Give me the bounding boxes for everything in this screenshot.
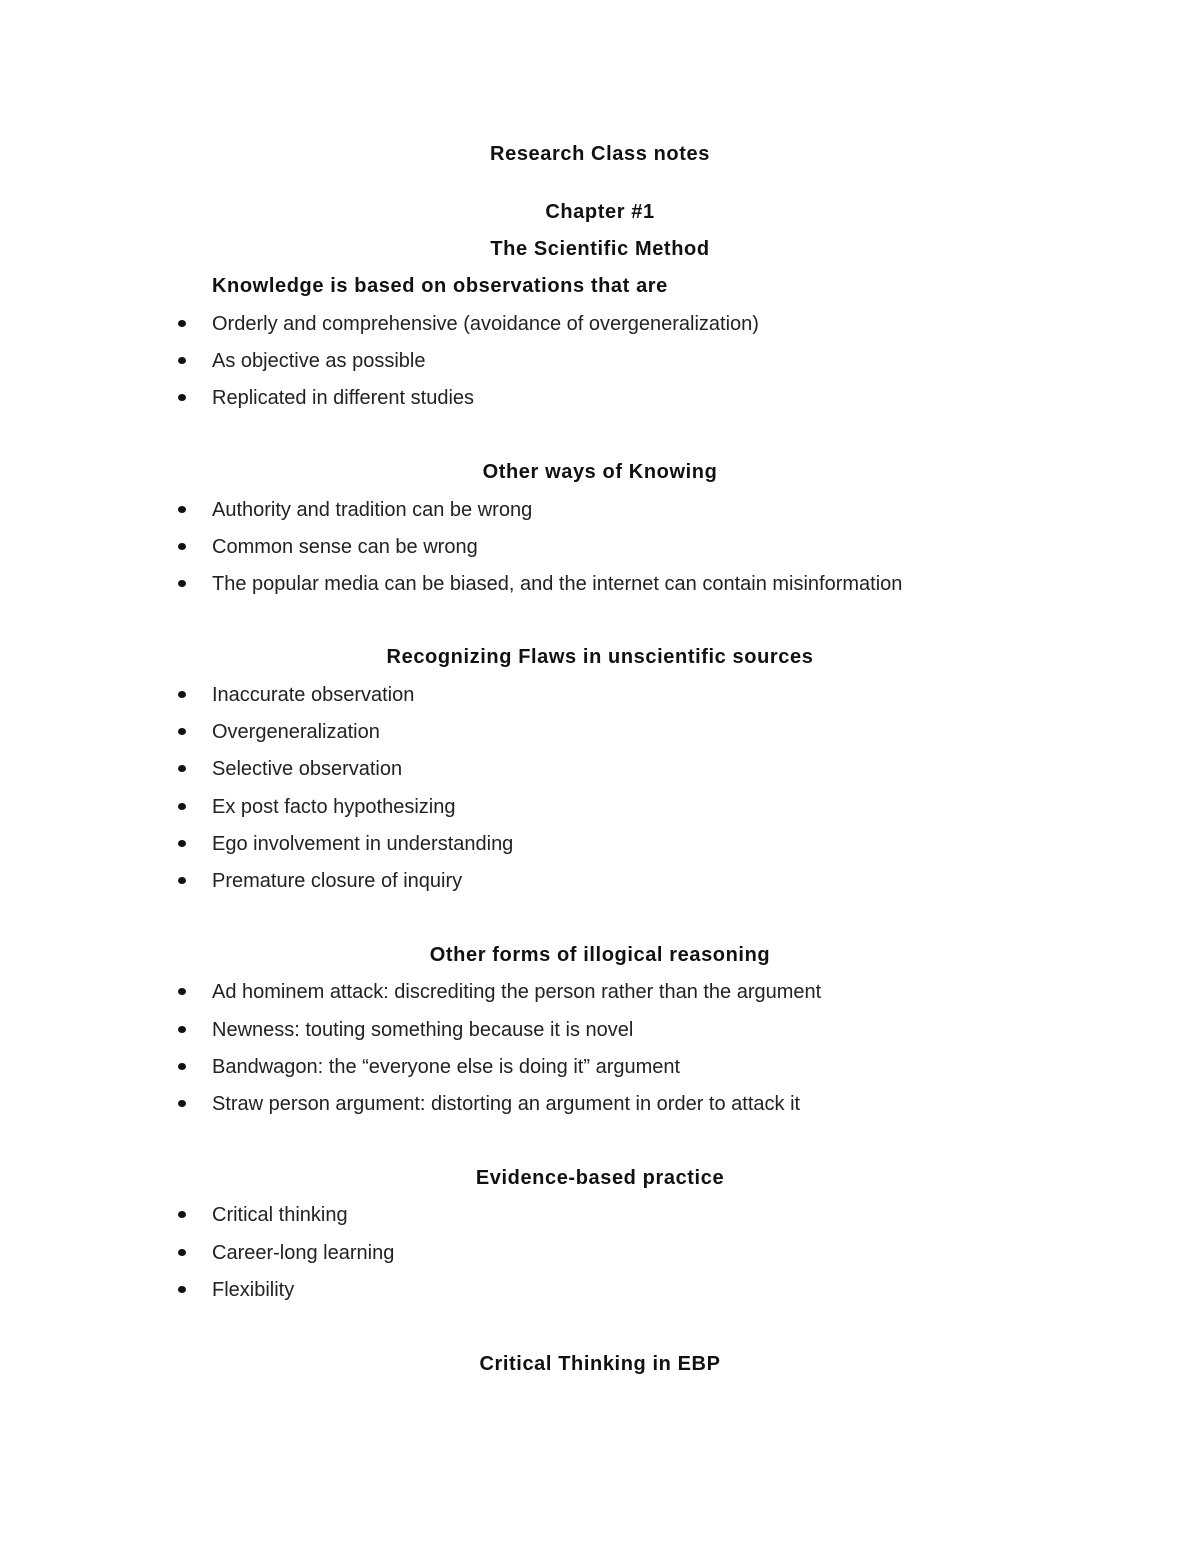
list-item-text: Newness: touting something because it is novel [212,1019,634,1041]
bullet-icon [178,1063,186,1070]
list-item [0,312,1200,336]
section-heading: Other ways of Knowing [482,461,718,483]
document-title: Research Class notes [490,143,710,165]
list-item-text: Orderly and comprehensive (avoidance of overgeneralization) [212,313,759,335]
list-item-text: The popular media can be biased, and the internet can contain misinformation [212,573,903,595]
bullet-icon [178,320,186,327]
bullet-icon [178,357,186,364]
section-heading: Recognizing Flaws in unscientific sources [386,646,814,668]
list-item [0,1055,1200,1079]
list-item-text: Bandwagon: the “everyone else is doing it” argument [212,1056,681,1078]
bullet-icon [178,543,186,550]
bullet-icon [178,765,186,772]
bullet-icon [178,691,186,698]
list-item [0,498,1200,522]
bullet-icon [178,877,186,884]
list-item [0,1018,1200,1042]
bullet-icon [178,394,186,401]
list-item [0,349,1200,373]
list-item [0,535,1200,559]
bullet-icon [178,506,186,513]
intro-heading: Knowledge is based on observations that are [212,275,668,297]
bullet-icon [178,1100,186,1107]
bullet-icon [178,1286,186,1293]
list-item-text: As objective as possible [212,350,426,372]
bullet-icon [178,1211,186,1218]
chapter-label: Chapter #1 [545,201,655,223]
bullet-icon [178,803,186,810]
list-item [0,832,1200,856]
section-heading: Other forms of illogical reasoning [429,944,771,966]
list-item-text: Replicated in different studies [212,387,475,409]
list-item-text: Overgeneralization [212,721,380,743]
list-item-text: Critical thinking [212,1204,348,1226]
list-item-text: Premature closure of inquiry [212,870,463,892]
list-item-text: Common sense can be wrong [212,536,478,558]
list-item-text: Career-long learning [212,1242,395,1264]
bullet-icon [178,580,186,587]
list-item [0,757,1200,781]
bullet-icon [178,728,186,735]
section-heading: Critical Thinking in EBP [479,1353,721,1375]
list-item [0,980,1200,1004]
list-item [0,1203,1200,1227]
bullet-icon [178,1249,186,1256]
list-item [0,386,1200,410]
list-item [0,1241,1200,1265]
list-item-text: Ego involvement in understanding [212,833,514,855]
list-item-text: Ad hominem attack: discrediting the person rather than the argument [212,981,822,1003]
bullet-icon [178,1026,186,1033]
list-item-text: Inaccurate observation [212,684,415,706]
list-item [0,1092,1200,1116]
section-heading: Evidence-based practice [475,1167,725,1189]
list-item-text: Authority and tradition can be wrong [212,499,533,521]
list-item [0,1278,1200,1302]
list-item [0,720,1200,744]
list-item [0,869,1200,893]
list-item-text: Ex post facto hypothesizing [212,796,456,818]
list-item-text: Straw person argument: distorting an argument in order to attack it [212,1093,801,1115]
list-item-text: Flexibility [212,1279,295,1301]
list-item-text: Selective observation [212,758,403,780]
list-item [0,572,1200,596]
list-item [0,795,1200,819]
list-item [0,683,1200,707]
bullet-icon [178,988,186,995]
chapter-title: The Scientific Method [490,238,710,260]
bullet-icon [178,840,186,847]
